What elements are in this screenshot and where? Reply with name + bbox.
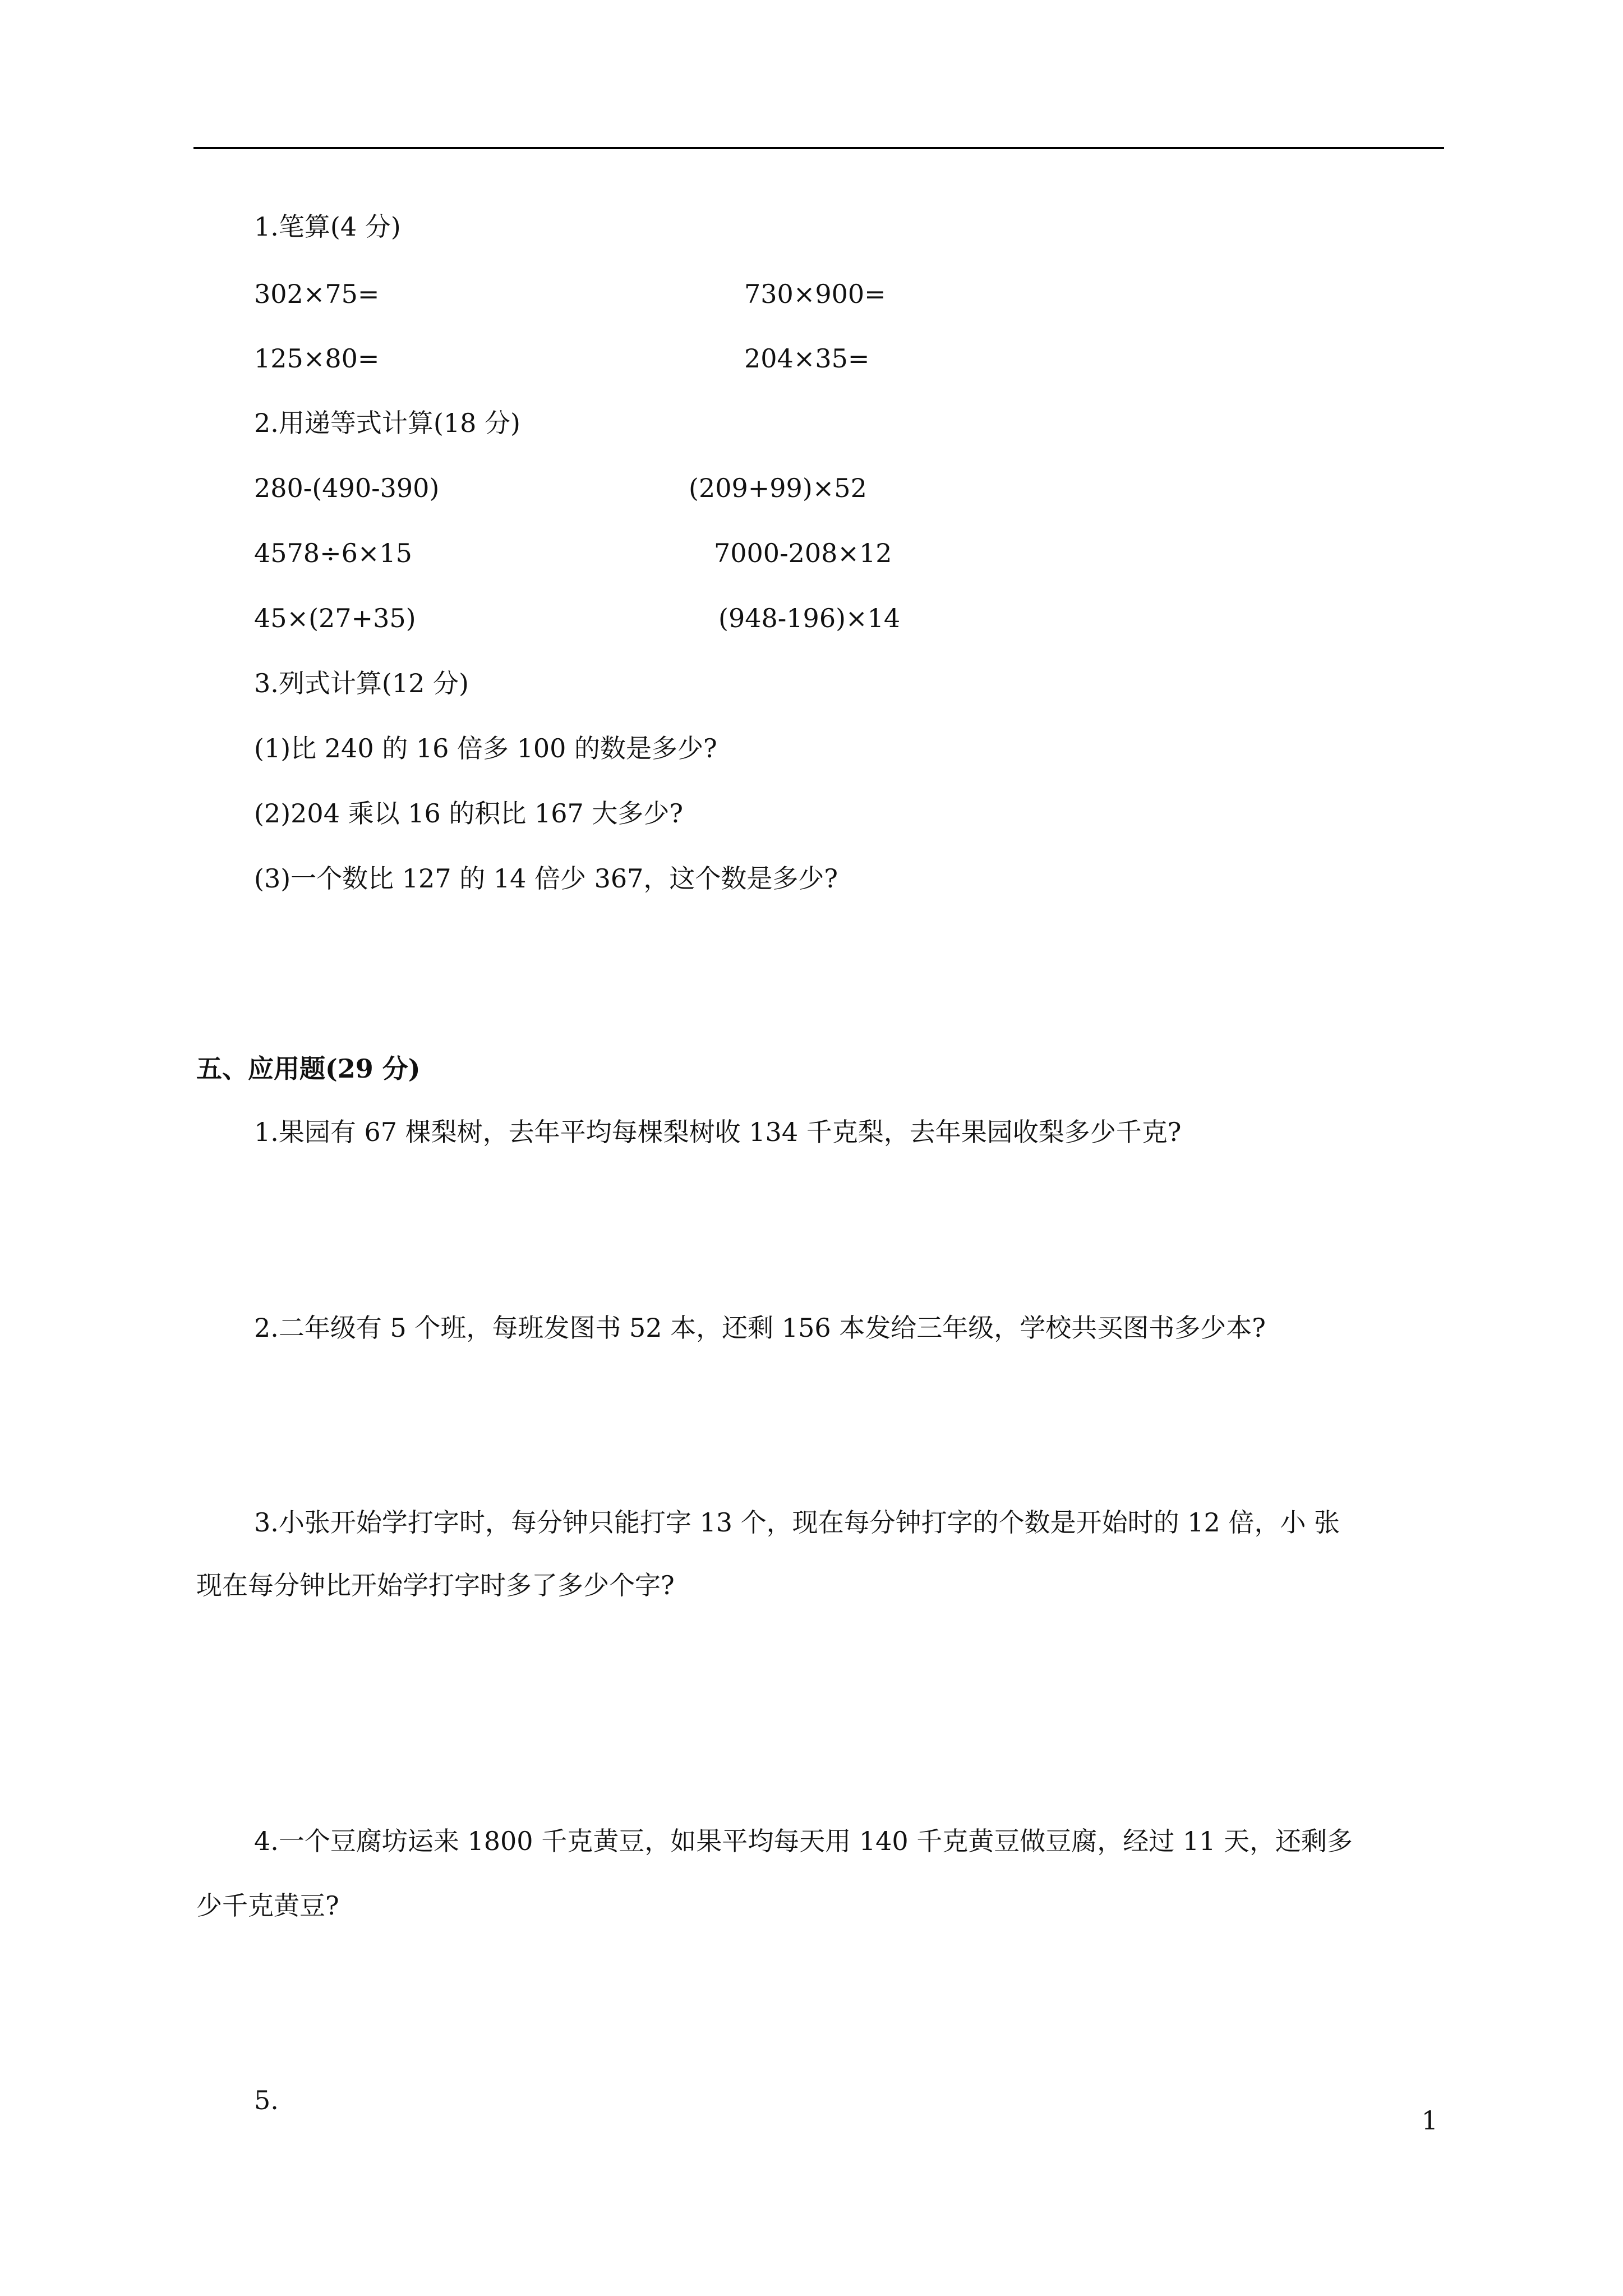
calc-item: 4578÷6×15: [254, 538, 412, 568]
word-calc-item: (1)比 240 的 16 倍多 100 的数是多少?: [254, 733, 717, 763]
word-problem: 4.一个豆腐坊运来 1800 千克黄豆，如果平均每天用 140 千克黄豆做豆腐，经过 11 天，还剩多: [254, 1826, 1353, 1856]
word-calc-item: (3)一个数比 127 的 14 倍少 367，这个数是多少?: [254, 863, 838, 894]
word-calc-item: (2)204 乘以 16 的积比 167 大多少?: [254, 798, 684, 829]
calc-item: 302×75=: [254, 279, 380, 309]
calc-item: 125×80=: [254, 343, 380, 374]
calc-item: 204×35=: [744, 343, 870, 374]
section5-heading: 五、应用题(29 分): [196, 1053, 421, 1084]
header-rule: [193, 147, 1444, 149]
calc-item: (948-196)×14: [718, 603, 901, 633]
q1-title: 1.笔算(4 分): [254, 211, 401, 242]
word-problem: 3.小张开始学打字时，每分钟只能打字 13 个，现在每分钟打字的个数是开始时的 12 倍，小 张: [254, 1507, 1340, 1538]
calc-item: 7000-208×12: [714, 538, 892, 568]
word-problem-continuation: 少千克黄豆?: [196, 1890, 339, 1921]
calc-item: (209+99)×52: [689, 473, 867, 503]
calc-item: 730×900=: [744, 279, 886, 309]
page-number: 1: [1421, 2105, 1438, 2136]
q3-title: 3.列式计算(12 分): [254, 668, 469, 698]
q2-title: 2.用递等式计算(18 分): [254, 408, 520, 438]
word-problem: 2.二年级有 5 个班，每班发图书 52 本，还剩 156 本发给三年级，学校共买图书多少本?: [254, 1313, 1266, 1343]
calc-item: 280-(490-390): [254, 473, 440, 503]
word-problem: 1.果园有 67 棵梨树，去年平均每棵梨树收 134 千克梨，去年果园收梨多少千克?: [254, 1117, 1182, 1147]
word-problem: 5.: [254, 2085, 279, 2115]
calc-item: 45×(27+35): [254, 603, 416, 633]
word-problem-continuation: 现在每分钟比开始学打字时多了多少个字?: [196, 1570, 675, 1600]
